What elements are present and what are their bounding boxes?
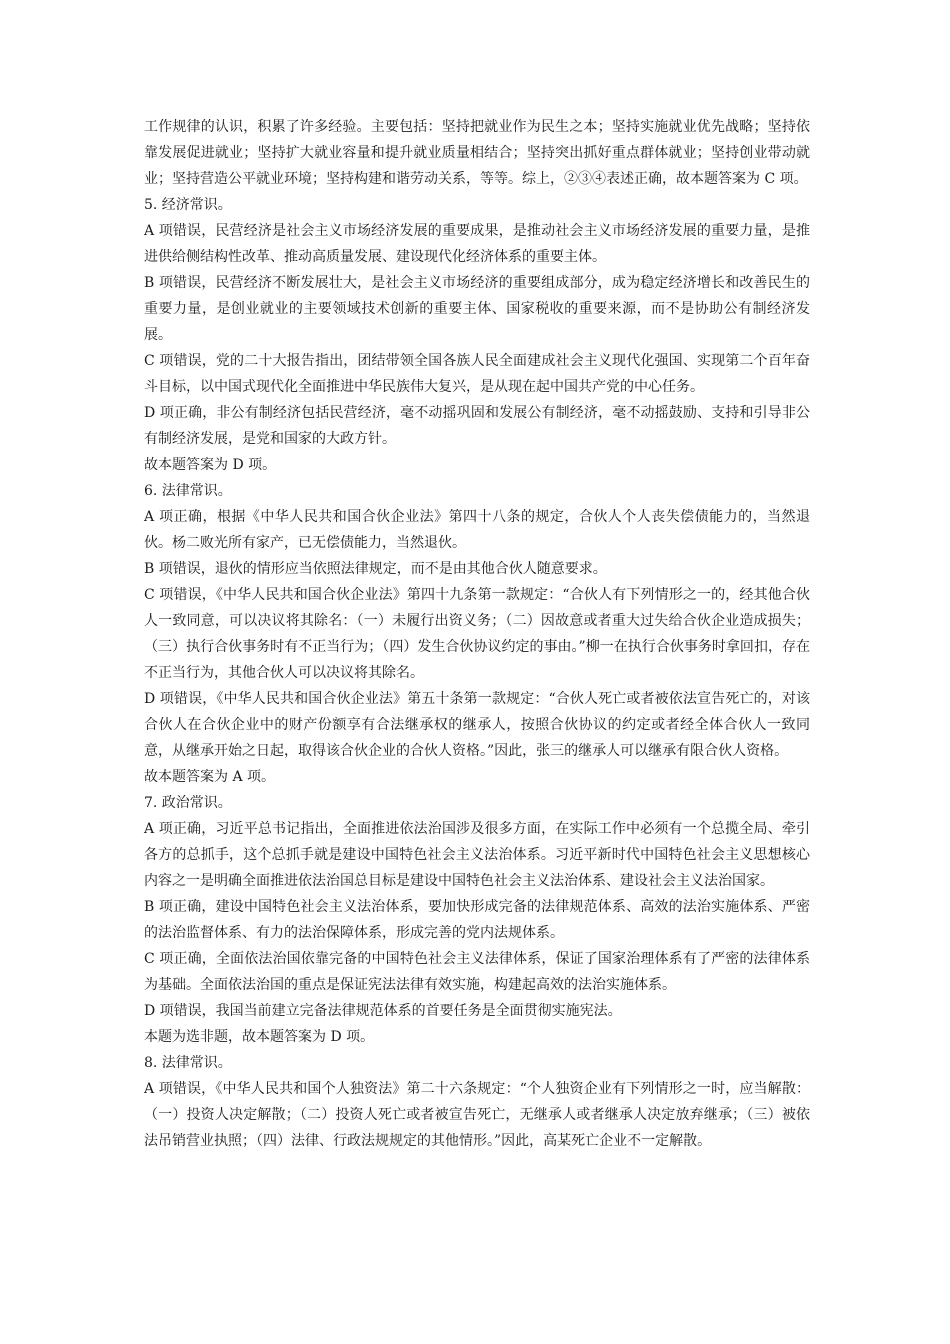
q7-option-a: A 项正确，习近平总书记指出，全面推进依法治国涉及很多方面，在实际工作中必须有一个总揽全局、牵引各方的总抓手，这个总抓手就是建设中国特色社会主义法治体系。习近平新时代中国特色社会主义思想核心内容之一是明确全面推进依法治国总目标是建设中国特色社会主义法治体系、建设社会主义法治国家。 <box>144 821 810 889</box>
question-8-heading: 8. 法律常识。 <box>144 1055 232 1071</box>
q6-option-a: A 项正确，根据《中华人民共和国合伙企业法》第四十八条的规定，合伙人个人丧失偿债能力的，当然退伙。杨二败光所有家产，已无偿债能力，当然退伙。 <box>144 509 810 551</box>
question-7-heading: 7. 政治常识。 <box>144 795 232 811</box>
q6-answer: 故本题答案为 A 项。 <box>144 769 276 785</box>
q6-option-b: B 项错误，退伙的情形应当依照法律规定，而不是由其他合伙人随意要求。 <box>144 561 607 577</box>
q6-option-d: D 项错误，《中华人民共和国合伙企业法》第五十条第一款规定：“合伙人死亡或者被依法宣告死亡的，对该合伙人在合伙企业中的财产份额享有合法继承权的继承人，按照合伙协议的约定或者经全体合伙人一致同意，从继承开始之日起，取得该合伙企业的合伙人资格。”因此，张三的继承人可以继承有限合伙人资格。 <box>144 691 810 759</box>
q5-option-b: B 项错误，民营经济不断发展壮大，是社会主义市场经济的重要组成部分，成为稳定经济增长和改善民生的重要力量，是创业就业的主要领域技术创新的重要主体、国家税收的重要来源，而不是协助公有制经济发展。 <box>144 275 810 343</box>
q7-answer: 本题为选非题，故本题答案为 D 项。 <box>144 1029 375 1045</box>
q7-option-b: B 项正确，建设中国特色社会主义法治体系，要加快形成完备的法律规范体系、高效的法治实施体系、严密的法治监督体系、有力的法治保障体系，形成完善的党内法规体系。 <box>144 899 810 941</box>
question-5-heading: 5. 经济常识。 <box>144 197 232 213</box>
q7-option-d: D 项错误，我国当前建立完备法律规范体系的首要任务是全面贯彻实施宪法。 <box>144 1003 622 1019</box>
document-page <box>144 114 810 1154</box>
q8-option-a: A 项错误，《中华人民共和国个人独资法》第二十六条规定：“个人独资企业有下列情形之一时，应当解散：（一）投资人决定解散；（二）投资人死亡或者被宣告死亡，无继承人或者继承人决定放弃继承；（三）被依法吊销营业执照；（四）法律、行政法规规定的其他情形。”因此，高某死亡企业不一定解散。 <box>144 1081 810 1149</box>
q7-option-c: C 项正确，全面依法治国依靠完备的中国特色社会主义法律体系，保证了国家治理体系有了严密的法律体系为基础。全面依法治国的重点是保证宪法法律有效实施，构建起高效的法治实施体系。 <box>144 951 810 993</box>
q5-option-c: C 项错误，党的二十大报告指出，团结带领全国各族人民全面建成社会主义现代化强国、实现第二个百年奋斗目标，以中国式现代化全面推进中华民族伟大复兴，是从现在起中国共产党的中心任务。 <box>144 353 810 395</box>
question-6-heading: 6. 法律常识。 <box>144 483 232 499</box>
paragraph-employment-summary: 工作规律的认识，积累了许多经验。主要包括：坚持把就业作为民生之本；坚持实施就业优先战略；坚持依靠发展促进就业；坚持扩大就业容量和提升就业质量相结合；坚持突出抓好重点群体就业；坚持创业带动就业；坚持营造公平就业环境；坚持构建和谐劳动关系，等等。综上，②③④表述正确，故本题答案为 C 项。 <box>144 119 810 187</box>
q5-option-d: D 项正确，非公有制经济包括民营经济，毫不动摇巩固和发展公有制经济，毫不动摇鼓励、支持和引导非公有制经济发展，是党和国家的大政方针。 <box>144 405 810 447</box>
q6-option-c: C 项错误，《中华人民共和国合伙企业法》第四十九条第一款规定：“合伙人有下列情形之一的，经其他合伙人一致同意，可以决议将其除名：（一）未履行出资义务；（二）因故意或者重大过失给合伙企业造成损失；（三）执行合伙事务时有不正当行为；（四）发生合伙协议约定的事由。”柳一在执行合伙事务时拿回扣，存在不正当行为，其他合伙人可以决议将其除名。 <box>144 587 810 681</box>
q5-option-a: A 项错误，民营经济是社会主义市场经济发展的重要成果，是推动社会主义市场经济发展的重要力量，是推进供给侧结构性改革、推动高质量发展、建设现代化经济体系的重要主体。 <box>144 223 810 265</box>
q5-answer: 故本题答案为 D 项。 <box>144 457 277 473</box>
